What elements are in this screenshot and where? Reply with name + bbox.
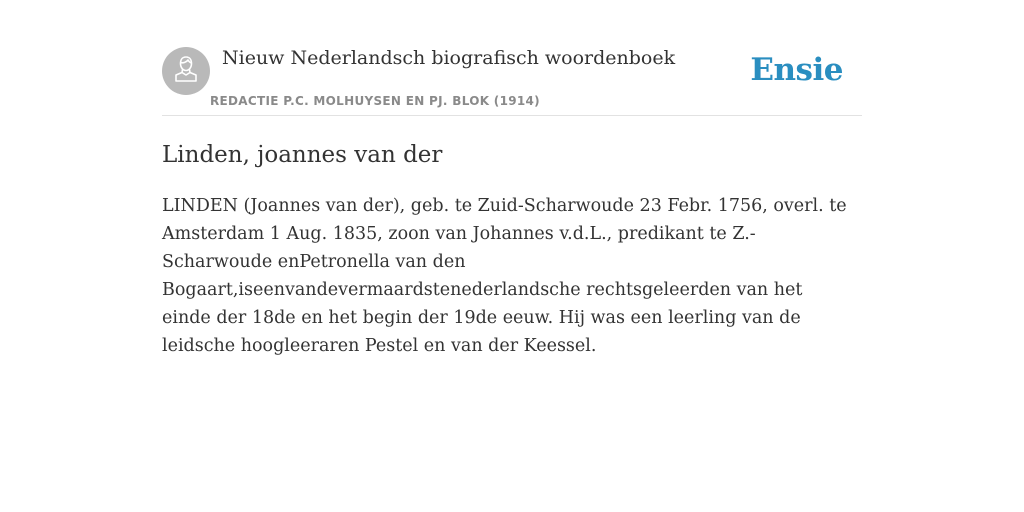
entry-body: LINDEN (Joannes van der), geb. te Zuid-Scharwoude 23 Febr. 1756, overl. te Amsterdam 1 Aug. 1835, zoon van Johannes v.d.L., predikant te Z.-Scharwoude enPetronella van den Bogaart,iseenvandevermaardstenederlandsche rechtsgeleerden van het einde der 18de en het begin der 19de eeuw. Hij was een leerling van de leidsche hoogleeraren Pestel en van der Keessel.: [162, 196, 847, 356]
page: [162, 0, 862, 356]
entry-title: Linden, joannes van der: [162, 142, 443, 168]
source-header: [162, 0, 862, 116]
ensie-logo[interactable]: Ensie: [750, 52, 843, 88]
source-editors: REDACTIE P.C. MOLHUYSEN EN PJ. BLOK (1914): [210, 94, 540, 108]
avatar[interactable]: [162, 47, 210, 95]
source-title[interactable]: Nieuw Nederlandsch biografisch woordenboek: [222, 47, 676, 69]
user-icon: [173, 55, 199, 88]
